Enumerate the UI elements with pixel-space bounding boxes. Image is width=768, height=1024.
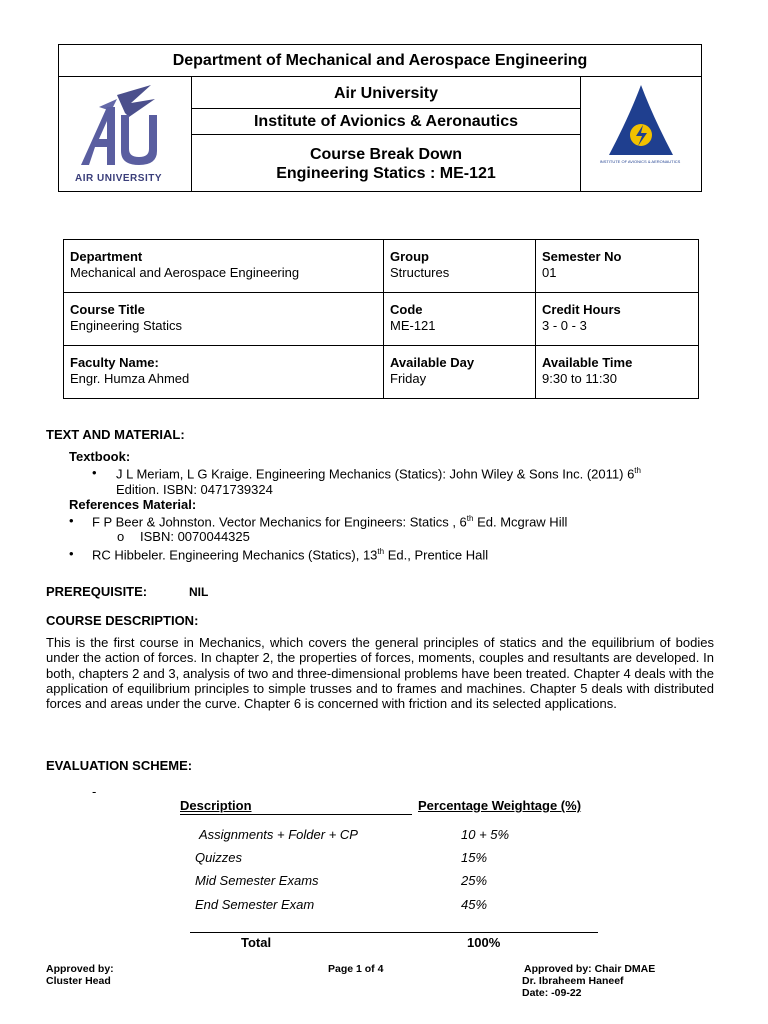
table-cell xyxy=(64,240,384,293)
table-cell xyxy=(384,293,536,346)
evaluation-heading: EVALUATION SCHEME: xyxy=(46,758,193,773)
cell-label: Available Time xyxy=(542,355,633,370)
prerequisite-label: PREREQUISITE: xyxy=(46,584,148,599)
table-cell xyxy=(384,346,536,399)
reference-item xyxy=(92,547,488,562)
table-cell xyxy=(536,240,699,293)
cell-label: Faculty Name: xyxy=(70,355,159,370)
cell-label: Available Day xyxy=(390,355,475,370)
eval-col-description: Description xyxy=(180,798,252,813)
header-box xyxy=(58,44,702,192)
superscript: th xyxy=(634,466,641,475)
air-university-logo-cell xyxy=(59,77,192,191)
institute-logo-text: INSTITUTE OF AVIONICS & AERONAUTICS xyxy=(599,159,681,164)
eval-item: Assignments + Folder + CP xyxy=(199,827,358,842)
footer-right-line1: Approved by: Chair DMAE xyxy=(524,963,656,975)
course-info-table xyxy=(63,239,699,399)
textbook-item-cont: Edition. ISBN: 0471739324 xyxy=(116,482,273,497)
superscript: th xyxy=(466,514,474,523)
cell-value: 3 - 0 - 3 xyxy=(542,318,587,333)
cell-value: Mechanical and Aerospace Engineering xyxy=(70,265,300,280)
table-cell xyxy=(536,346,699,399)
footer-date: Date: -09-22 xyxy=(522,987,582,999)
cell-value: Structures xyxy=(390,265,450,280)
cell-label: Department xyxy=(70,249,143,264)
air-university-logo xyxy=(59,77,190,189)
institute-name: Institute of Avionics & Aeronautics xyxy=(192,109,580,135)
cell-label: Code xyxy=(390,302,423,317)
circle-bullet-icon: o xyxy=(117,529,125,544)
course-description-heading: COURSE DESCRIPTION: xyxy=(46,613,199,628)
cell-label: Group xyxy=(390,249,429,264)
textbook-label: Textbook: xyxy=(69,449,131,464)
reference-item xyxy=(92,514,567,529)
table-cell xyxy=(536,293,699,346)
table-cell xyxy=(64,293,384,346)
textbook-text: J L Meriam, L G Kraige. Engineering Mechanics (Statics): John Wiley & Sons Inc. (2011) 6 xyxy=(116,466,635,482)
bullet-icon: • xyxy=(69,546,74,561)
cell-value: Engr. Humza Ahmed xyxy=(70,371,190,386)
department-title: Department of Mechanical and Aerospace Engineering xyxy=(59,45,701,77)
bullet-icon: • xyxy=(92,465,97,480)
reference-text: Ed., Prentice Hall xyxy=(384,547,489,563)
eval-item: Quizzes xyxy=(195,850,242,865)
cell-value: ME-121 xyxy=(390,318,436,333)
footer-left-line2: Cluster Head xyxy=(46,975,111,987)
air-university-logo-text: AIR UNIVERSITY xyxy=(75,173,163,184)
bullet-icon: • xyxy=(69,513,74,528)
cell-value: 01 xyxy=(542,265,557,280)
eval-weight: 45% xyxy=(461,897,488,912)
text-material-heading: TEXT AND MATERIAL: xyxy=(46,427,185,442)
reference-isbn: ISBN: 0070044325 xyxy=(140,529,250,544)
table-cell xyxy=(64,346,384,399)
table-row xyxy=(64,293,699,346)
total-rule xyxy=(190,932,598,933)
textbook-item xyxy=(116,466,641,481)
cell-label: Course Title xyxy=(70,302,145,317)
course-line: Engineering Statics : ME-121 xyxy=(276,165,496,182)
cell-label: Credit Hours xyxy=(542,302,621,317)
superscript: th xyxy=(377,547,385,556)
table-row xyxy=(64,240,699,293)
evaluation-dash: - xyxy=(92,784,97,799)
institute-logo-cell xyxy=(580,77,701,191)
eval-item: Mid Semester Exams xyxy=(195,873,319,888)
total-value: 100% xyxy=(467,935,501,950)
eval-weight: 15% xyxy=(461,850,488,865)
cell-value: 9:30 to 11:30 xyxy=(542,371,617,386)
table-cell xyxy=(384,240,536,293)
doc-title: Course Break Down xyxy=(309,146,463,163)
course-description-text: This is the first course in Mechanics, which covers the general principles of statics and the equilibrium of bodies under the action of forces. In chapter 2, the properties of forces, moments, couples and resultants are developed. In both, chapters 2 and 3, analysis of two and three-dimensional problems have been treated. Chapter 4 deals with the application of equilibrium principles to simple trusses and to frames and machines. Chapter 5 deals with distributed forces and areas under the curve. Chapter 6 is concerned with friction and its selected applications. xyxy=(46,635,714,712)
university-name: Air University xyxy=(192,77,580,109)
eval-col-weight: Percentage Weightage (%) xyxy=(418,798,582,813)
header-center xyxy=(192,77,580,191)
cell-value: Friday xyxy=(390,371,427,386)
footer-right-line2: Dr. Ibraheem Haneef xyxy=(522,975,624,987)
references-label: References Material: xyxy=(69,497,197,512)
institute-logo xyxy=(581,77,700,189)
table-row xyxy=(64,346,699,399)
cell-value: Engineering Statics xyxy=(70,318,183,333)
reference-text: Ed. Mcgraw Hill xyxy=(473,514,568,530)
eval-weight: 25% xyxy=(461,873,488,888)
prerequisite-value: NIL xyxy=(189,585,209,599)
page-number: Page 1 of 4 xyxy=(328,963,384,975)
eval-header-underline xyxy=(180,814,412,815)
total-label: Total xyxy=(241,935,272,950)
eval-weight: 10 + 5% xyxy=(461,827,510,842)
footer-left-line1: Approved by: xyxy=(46,963,114,975)
reference-text: F P Beer & Johnston. Vector Mechanics for Engineers: Statics , 6 xyxy=(92,514,467,530)
eval-item: End Semester Exam xyxy=(195,897,315,912)
reference-text: RC Hibbeler. Engineering Mechanics (Statics), 13 xyxy=(92,547,378,563)
cell-label: Semester No xyxy=(542,249,622,264)
